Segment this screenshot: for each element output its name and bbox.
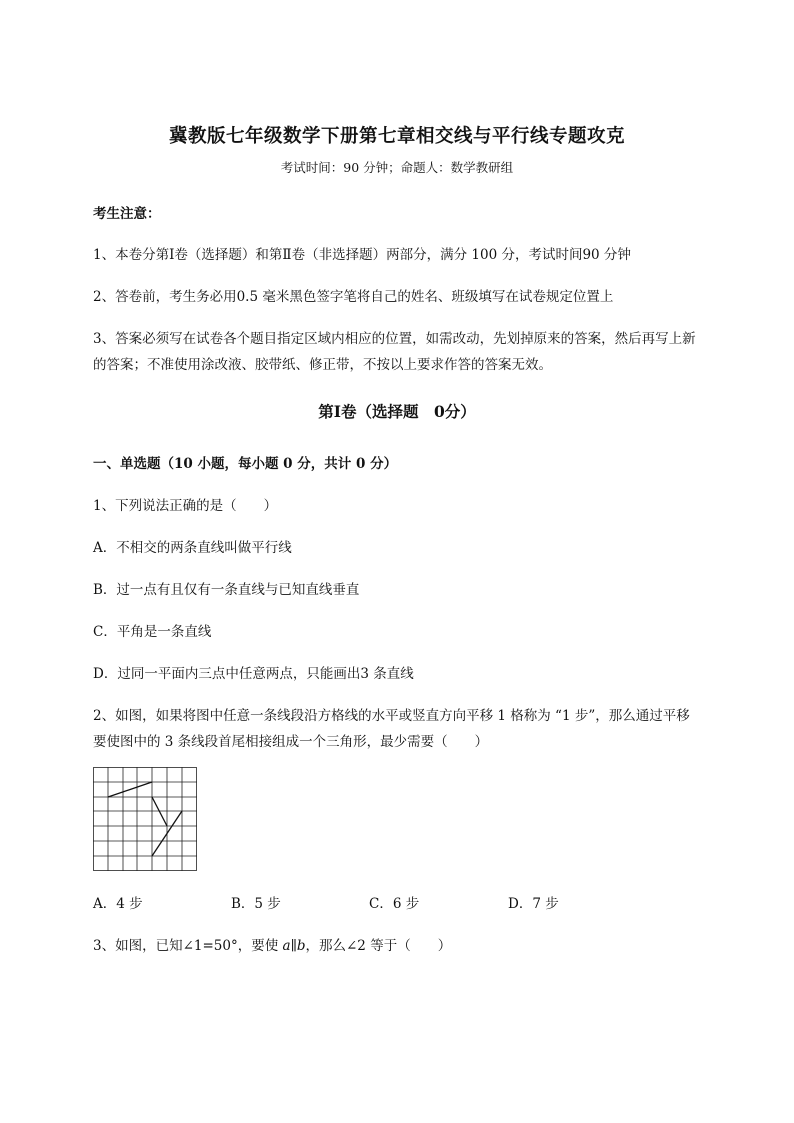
question-2-option-b: B．5 步 — [231, 896, 281, 912]
grid-lines — [93, 767, 197, 871]
question-2-option-d: D．7 步 — [508, 896, 559, 912]
question-1-option-b: B．过一点有且仅有一条直线与已知直线垂直 — [93, 582, 360, 598]
question-1-option-a: A．不相交的两条直线叫做平行线 — [93, 540, 292, 556]
segment-2 — [152, 797, 167, 826]
question-1-option-c: C．平角是一条直线 — [93, 624, 212, 640]
notice-item-3-cont: 的答案；不准使用涂改液、胶带纸、修正带，不按以上要求作答的答案无效。 — [93, 357, 552, 373]
question-3-stem — [93, 934, 451, 954]
notice-item-2: 2、答卷前，考生务必用0.5 毫米黑色签字笔将自己的姓名、班级填写在试卷规定位置上 — [93, 289, 614, 305]
variable-b: b — [296, 938, 306, 954]
part-heading: 一、单选题（10 小题，每小题 0 分，共计 0 分） — [93, 456, 398, 472]
question-2-option-c: C．6 步 — [369, 896, 420, 912]
notice-item-3: 3、答案必须写在试卷各个题目指定区域内相应的位置，如需改动，先划掉原来的答案，然后再写上新 — [93, 331, 696, 347]
segment-1 — [108, 782, 152, 797]
question-2-stem-line-1: 2、如图，如果将图中任意一条线段沿方格线的水平或竖直方向平移 1 格称为 “1 步”，那么通过平移 — [93, 708, 690, 724]
question-1-option-d: D．过同一平面内三点中任意两点，只能画出3 条直线 — [93, 666, 414, 682]
parallel-symbol: ∥ — [290, 938, 297, 954]
question-2-option-a: A．4 步 — [93, 896, 143, 912]
notice-heading: 考生注意： — [93, 206, 161, 222]
grid-figure — [93, 767, 197, 871]
question-3-stem-part-1: 3、如图，已知∠1=50°，要使 — [93, 938, 283, 954]
question-2-stem-line-2: 要使图中的 3 条线段首尾相接组成一个三角形，最少需要（ ） — [93, 734, 489, 750]
page-title: 冀教版七年级数学下册第七章相交线与平行线专题攻克 — [168, 126, 625, 147]
section-title: 第Ⅰ卷（选择题 0分） — [318, 402, 476, 421]
variable-a: a — [282, 938, 291, 954]
notice-item-1: 1、本卷分第Ⅰ卷（选择题）和第Ⅱ卷（非选择题）两部分，满分 100 分，考试时间90 分钟 — [93, 247, 631, 263]
exam-info: 考试时间：90 分钟；命题人：数学教研组 — [280, 160, 514, 175]
question-1-stem: 1、下列说法正确的是（ ） — [93, 498, 278, 514]
question-3-stem-part-2: ，那么∠2 等于（ ） — [305, 938, 452, 954]
